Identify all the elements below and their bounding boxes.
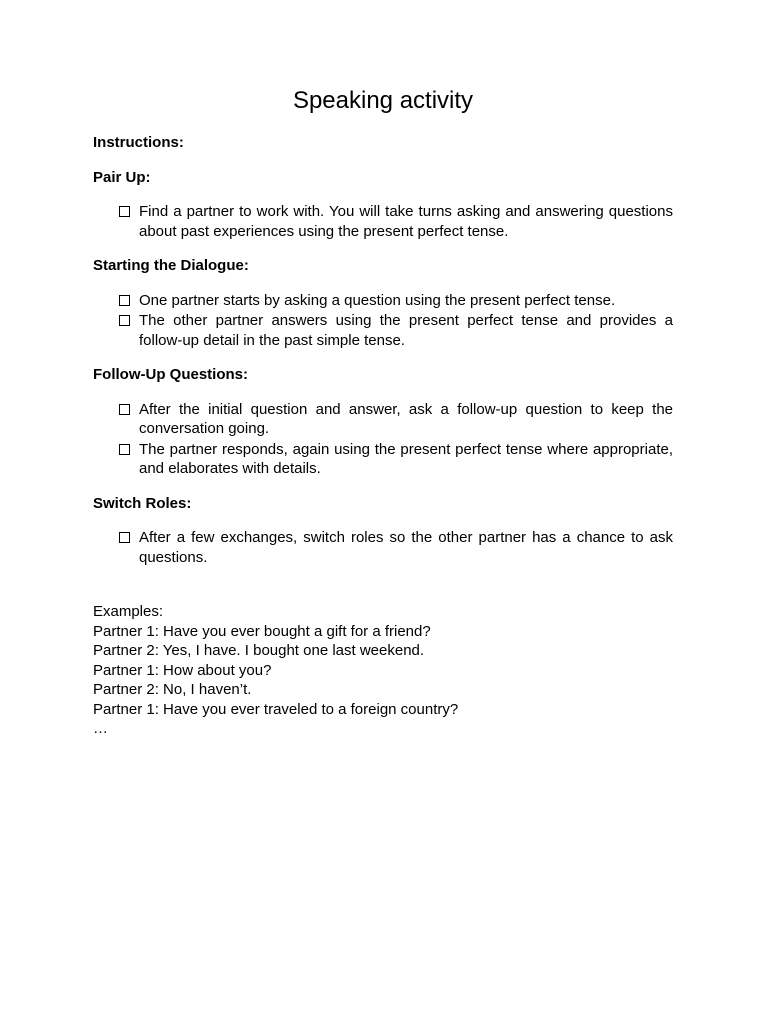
checkbox[interactable] [119,404,130,415]
section-heading-starting-dialogue: Starting the Dialogue: [93,257,249,274]
section-heading-switch-roles: Switch Roles: [93,494,192,512]
task-text: The other partner answers using the present perfect tense and provides a follow-up detail in the past simple tense. [139,312,673,349]
examples-label: Examples: [93,603,164,620]
task-item [93,291,673,311]
section-heading-follow-up: Follow-Up Questions: [93,366,248,383]
example-line: Partner 1: Have you ever traveled to a foreign country? [93,700,459,718]
task-text: After the initial question and answer, ask a follow-up question to keep the conversation going. [139,400,673,437]
checkbox[interactable] [119,295,130,306]
task-item [93,202,673,241]
example-line: … [93,720,108,737]
page-title: Speaking activity [292,87,474,114]
example-line: Partner 2: No, I haven’t. [93,681,252,698]
checkbox[interactable] [119,206,130,217]
document-content [93,133,673,739]
task-item [93,400,673,439]
task-list-follow-up [93,400,673,479]
task-item [93,440,673,479]
task-text: The partner responds, again using the present perfect tense where appropriate, and elaborates with details. [139,440,673,477]
example-line: Partner 1: Have you ever bought a gift for a friend? [93,622,431,640]
example-line: Partner 1: How about you? [93,661,272,679]
example-line: Partner 2: Yes, I have. I bought one last weekend. [93,642,425,659]
task-item [93,528,673,567]
task-text: One partner starts by asking a question using the present perfect tense. [139,291,616,309]
task-item [93,311,673,350]
instructions-heading: Instructions: [93,134,184,151]
task-text: Find a partner to work with. You will take turns asking and answering questions about past experiences using the present perfect tense. [139,203,673,240]
examples-block [93,602,673,739]
section-heading-pair-up: Pair Up: [93,168,151,186]
checkbox[interactable] [119,315,130,326]
checkbox[interactable] [119,532,130,543]
task-list-starting-dialogue [93,291,673,351]
checkbox[interactable] [119,444,130,455]
task-list-pair-up [93,202,673,241]
task-text: After a few exchanges, switch roles so the other partner has a chance to ask questions. [139,529,673,566]
task-list-switch-roles [93,528,673,567]
